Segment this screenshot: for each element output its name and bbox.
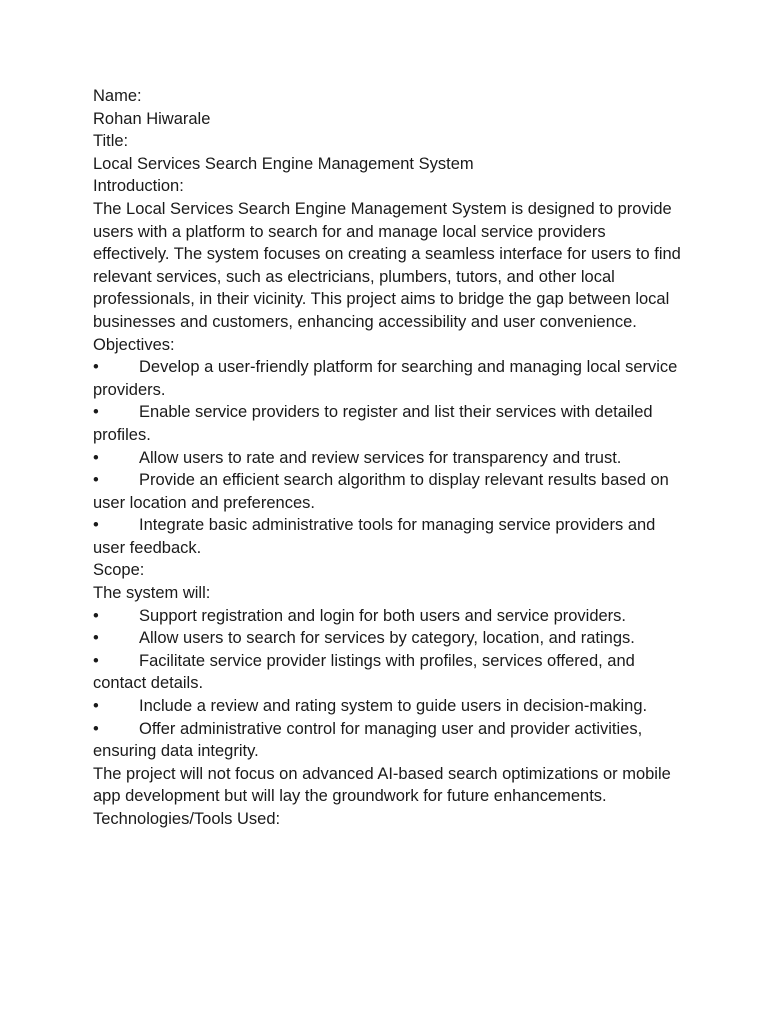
- scope-heading: Scope:: [93, 561, 145, 580]
- scope-item: [93, 650, 683, 695]
- scope-text: Include a review and rating system to guide users in decision-making.: [139, 697, 648, 716]
- scope-item: [93, 695, 683, 718]
- bullet-mark: •: [93, 606, 99, 625]
- introduction-text: The Local Services Search Engine Management System is designed to provide users with a platform to search for and manage local service providers effectively. The system focuses on creating a seamless interface for users to find relevant services, such as electricians, plumbers, tutors, and other local professionals, in their vicinity. This project aims to bridge the gap between local businesses and customers, enhancing accessibility and user convenience.: [93, 199, 681, 331]
- objective-item: [93, 401, 683, 446]
- scope-item: [93, 605, 683, 628]
- bullet-mark: •: [93, 719, 99, 738]
- bullet-mark: •: [93, 403, 99, 422]
- objective-text: Enable service providers to register and list their services with detailed profiles.: [93, 403, 653, 444]
- name-label: Name:: [93, 87, 142, 105]
- scope-closing: The project will not focus on advanced AI-based search optimizations or mobile app development but will lay the groundwork for future enhancements.: [93, 764, 671, 806]
- technologies-heading: Technologies/Tools Used:: [93, 810, 281, 828]
- introduction-heading: Introduction:: [93, 177, 184, 196]
- title-label: Title:: [93, 132, 129, 151]
- objective-text: Allow users to rate and review services for transparency and trust.: [139, 448, 622, 467]
- scope-text: Support registration and login for both users and service providers.: [139, 606, 627, 625]
- document-page: [93, 85, 683, 831]
- title-value: Local Services Search Engine Management System: [93, 154, 474, 173]
- bullet-mark: •: [93, 471, 99, 490]
- objective-item: [93, 356, 683, 401]
- bullet-mark: •: [93, 651, 99, 670]
- scope-text: Allow users to search for services by category, location, and ratings.: [139, 629, 635, 648]
- scope-item: [93, 627, 683, 650]
- scope-lead: The system will:: [93, 584, 211, 603]
- objectives-heading: Objectives:: [93, 335, 175, 354]
- name-value: Rohan Hiwarale: [93, 109, 211, 128]
- objective-item: [93, 514, 683, 559]
- bullet-mark: •: [93, 358, 99, 377]
- bullet-mark: •: [93, 697, 99, 716]
- scope-text: Facilitate service provider listings with profiles, services offered, and contact details.: [93, 651, 635, 693]
- scope-text: Offer administrative control for managing user and provider activities, ensuring data integrity.: [93, 719, 643, 761]
- objective-text: Provide an efficient search algorithm to display relevant results based on user location and preferences.: [93, 471, 669, 512]
- bullet-mark: •: [93, 448, 99, 467]
- objective-text: Develop a user-friendly platform for searching and managing local service providers.: [93, 358, 678, 399]
- objective-item: [93, 447, 683, 470]
- scope-item: [93, 718, 683, 763]
- bullet-mark: •: [93, 516, 99, 535]
- objective-item: [93, 469, 683, 514]
- objective-text: Integrate basic administrative tools for managing service providers and user feedback.: [93, 516, 656, 557]
- bullet-mark: •: [93, 629, 99, 648]
